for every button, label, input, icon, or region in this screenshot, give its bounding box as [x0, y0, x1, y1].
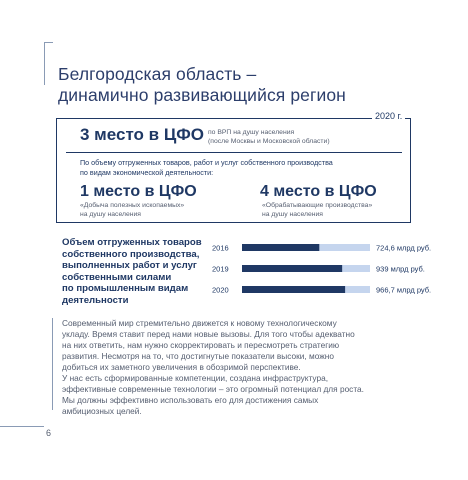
page-title-line-1: Белгородская область –: [58, 63, 257, 84]
paragraph-line: У нас есть сформированные компетенции, создана инфраструктура,: [62, 373, 329, 383]
page-number: 6: [46, 428, 52, 438]
paragraph-line: добиться их заметного увеличения в обозримой перспективе.: [62, 362, 301, 372]
ranking-subhead-line-1: По объему отгруженных товаров, работ и услуг собственного производства: [80, 158, 333, 167]
place-mining-label: 1 место в ЦФО: [80, 183, 197, 200]
main-place-label: 3 место в ЦФО: [80, 125, 204, 144]
bar: [242, 244, 319, 251]
bar-value-label: 966,7 млрд руб.: [376, 285, 432, 295]
bar-category-label: 2016: [212, 243, 229, 253]
bar: [242, 286, 345, 293]
ranking-subhead: [80, 158, 400, 177]
paragraph-line: эффективные современные технологии – это огромный потенциал для роста.: [62, 384, 364, 394]
frame-divider: [66, 152, 402, 153]
place-manufacturing-label: 4 место в ЦФО: [260, 183, 377, 200]
title-bracket: [44, 42, 53, 85]
page-title-line-2: динамично развивающийся регион: [58, 84, 346, 105]
bar-category-label: 2019: [212, 264, 229, 274]
year-tag: 2020 г.: [375, 111, 403, 121]
paragraph-line: укладу. Время ставит перед нами новые вызовы. Для того чтобы адекватно: [62, 329, 355, 339]
bar-value-label: 724,6 млрд руб.: [376, 243, 432, 253]
main-place-note-line-2: (после Москвы и Московской области): [208, 138, 330, 145]
place-manufacturing-note-line-2: на душу населения: [262, 210, 323, 218]
info-frame-top-left: [56, 118, 372, 119]
place-manufacturing-note: [262, 202, 412, 219]
chart-caption-line-1: Объем отгруженных товаров: [62, 237, 202, 248]
chart-caption-line-5: по промышленным видам: [62, 283, 189, 295]
paragraph-line: на них ответить, нам нужно скорректировать и пересмотреть стратегию: [62, 340, 340, 350]
chart-caption-line-2: собственного производства,: [62, 248, 200, 260]
place-mining-note: [80, 202, 230, 219]
page-title: [58, 64, 438, 106]
chart-caption-line-4: собственными силами: [62, 271, 172, 283]
paragraph-line: развития. Несмотря на то, что достигнутые показатели высоки, можно: [62, 351, 334, 361]
body-paragraph: [62, 318, 402, 417]
chart-caption: [62, 237, 202, 307]
place-manufacturing-note-line-1: «Обрабатывающие производства»: [262, 202, 373, 209]
page-number-rule: [0, 426, 44, 427]
bar-value-label: 939 млрд руб.: [376, 264, 425, 274]
main-place-note: [208, 128, 368, 146]
paragraph-line: амбициозных целей.: [62, 406, 142, 416]
paragraph-bracket: [52, 318, 59, 410]
output-bar-chart: [212, 236, 432, 300]
bar-category-label: 2020: [212, 285, 229, 295]
ranking-subhead-line-2: по видам экономической деятельности:: [80, 167, 214, 177]
chart-caption-line-6: деятельности: [62, 294, 129, 306]
bar: [242, 265, 342, 272]
place-mining-note-line-1: «Добыча полезных ископаемых»: [80, 202, 185, 209]
paragraph-line: Современный мир стремительно движется к новому технологическому: [62, 318, 337, 328]
info-frame-top-right: [405, 118, 410, 119]
chart-caption-line-3: выполненных работ и услуг: [62, 260, 197, 272]
main-place-note-line-1: по ВРП на душу населения: [208, 129, 295, 136]
place-mining-note-line-2: на душу населения: [80, 210, 141, 218]
paragraph-line: Мы должны эффективно использовать его для достижения самых: [62, 395, 319, 405]
